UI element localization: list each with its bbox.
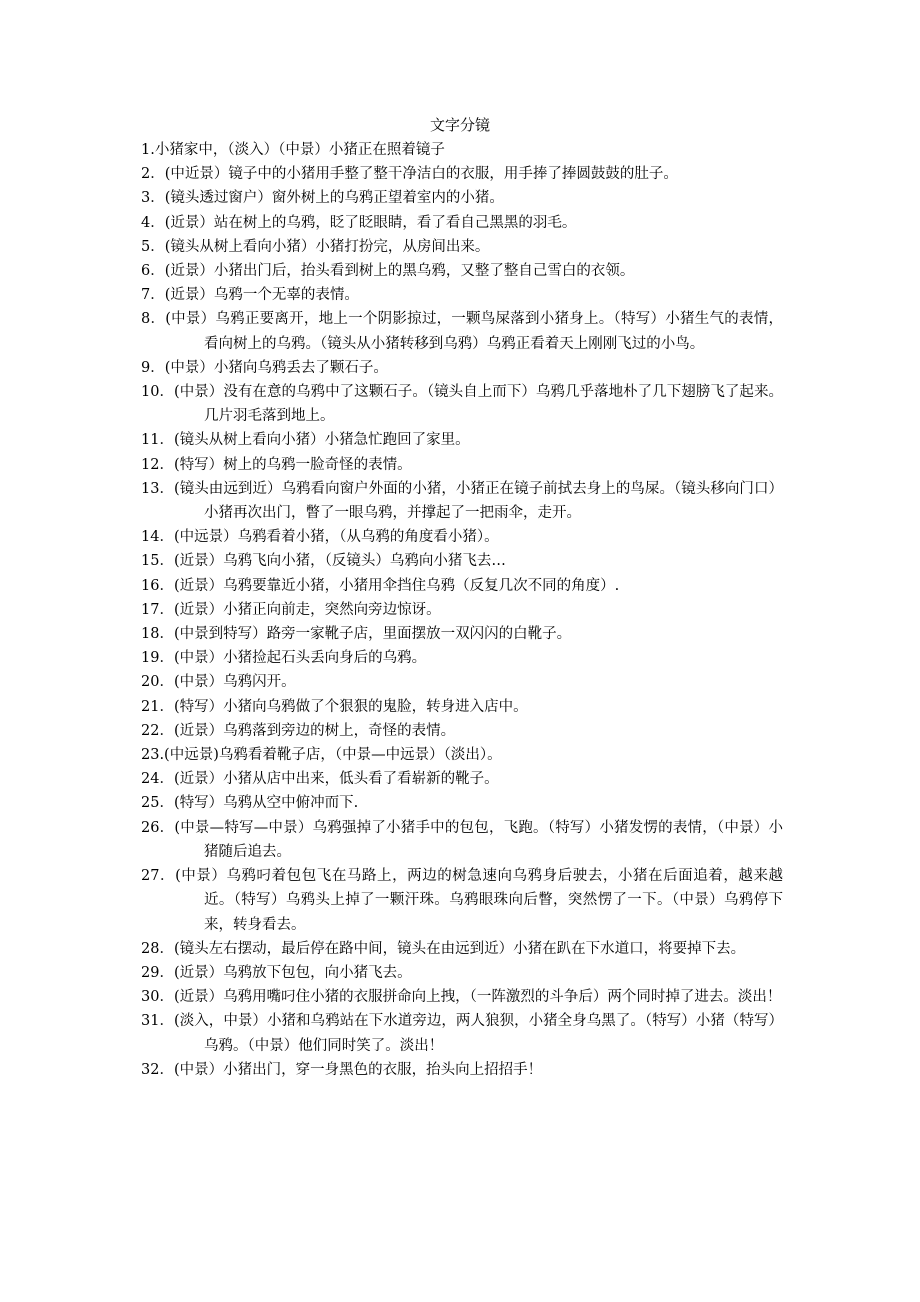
- document-title: 文字分镜: [429, 116, 490, 134]
- storyboard-item-7: 7．(近景）乌鸦一个无辜的表情。: [141, 287, 359, 304]
- storyboard-item-14: 14．(中远景）乌鸦看着小猪，（从乌鸦的角度看小猪）。: [141, 529, 499, 546]
- storyboard-item-23: 23.(中远景)乌鸦看着靴子店，（中景—中远景）（淡出）。: [141, 747, 502, 764]
- storyboard-item-18: 18．(中景到特写）路旁一家靴子店，里面摆放一双闪闪的白靴子。: [141, 626, 572, 643]
- storyboard-item-15: 15．(近景）乌鸦飞向小猪，（反镜头）乌鸦向小猪飞去…: [141, 553, 506, 570]
- storyboard-item-19: 19．(中景）小猪捡起石头丢向身后的乌鸦。: [141, 650, 427, 667]
- storyboard-item-3: 3．(镜头透过窗户）窗外树上的乌鸦正望着室内的小猪。: [141, 190, 504, 207]
- storyboard-item-11: 11．(镜头从树上看向小猪）小猪急忙跑回了家里。: [141, 432, 470, 449]
- storyboard-item-17: 17．(近景）小猪正向前走，突然向旁边惊讶。: [141, 601, 441, 618]
- storyboard-item-25: 25．(特写）乌鸦从空中俯冲而下.: [141, 795, 359, 812]
- storyboard-item-1: 1.小猪家中，（淡入）（中景）小猪正在照着镜子: [141, 142, 445, 158]
- storyboard-item-24: 24．(近景）小猪从店中出来，低头看了看崭新的靴子。: [141, 771, 499, 788]
- storyboard-item-27: 27．(中景）乌鸦叼着包包飞在马路上，两边的树急速向乌鸦身后驶去，小猪在后面追着，越来越近。（特写）乌鸦头上掉了一颗汗珠。乌鸦眼珠向后瞥，突然愣了一下。（中景）乌鸦停下来，转身看去。: [141, 868, 783, 933]
- storyboard-item-28: 28．(镜头左右摆动，最后停在路中间，镜头在由远到近）小猪在趴在下水道口，将要掉下去。: [141, 940, 746, 957]
- storyboard-item-29: 29．(近景）乌鸦放下包包，向小猪飞去。: [141, 964, 412, 981]
- storyboard-item-16: 16．(近景）乌鸦要靠近小猪，小猪用伞挡住乌鸦（反复几次不同的角度）.: [141, 577, 620, 594]
- storyboard-item-4: 4．(近景）站在树上的乌鸦，眨了眨眼睛，看了看自己黑黑的羽毛。: [141, 214, 577, 231]
- storyboard-item-2: 2．(中近景）镜子中的小猪用手整了整干净洁白的衣服，用手捧了捧圆鼓鼓的肚子。: [141, 166, 678, 183]
- storyboard-item-21: 21．(特写）小猪向乌鸦做了个狠狠的鬼脸，转身进入店中。: [141, 698, 528, 715]
- storyboard-item-26: 26．(中景—特写—中景）乌鸦强掉了小猪手中的包包，飞跑。（特写）小猪发愣的表情，（中景）小猪随后追去。: [141, 819, 783, 860]
- storyboard-list: [141, 138, 783, 1082]
- storyboard-item-5: 5．(镜头从树上看向小猪）小猪打扮完，从房间出来。: [141, 238, 490, 255]
- storyboard-item-30: 30．(近景）乌鸦用嘴叼住小猪的衣服拼命向上拽，（一阵激烈的斗争后）两个同时掉了进去。淡出！: [141, 989, 782, 1006]
- storyboard-item-32: 32．(中景）小猪出门，穿一身黑色的衣服，抬头向上招招手！: [141, 1061, 543, 1078]
- storyboard-item-31: 31．(淡入，中景）小猪和乌鸦站在下水道旁边，两人狼狈，小猪全身乌黑了。（特写）小猪（特写）乌鸦。（中景）他们同时笑了。淡出！: [141, 1013, 783, 1054]
- storyboard-item-20: 20．(中景）乌鸦闪开。: [141, 674, 296, 691]
- storyboard-item-12: 12．(特写）树上的乌鸦一脸奇怪的表情。: [141, 456, 412, 473]
- storyboard-item-9: 9．(中景）小猪向乌鸦丢去了颗石子。: [141, 359, 388, 376]
- storyboard-item-8: 8．(中景）乌鸦正要离开，地上一个阴影掠过，一颗鸟屎落到小猪身上。（特写）小猪生气的表情，看向树上的乌鸦。（镜头从小猪转移到乌鸦）乌鸦正看着天上刚刚飞过的小鸟。: [141, 311, 783, 352]
- storyboard-item-6: 6．(近景）小猪出门后，抬头看到树上的黑乌鸦，又整了整自己雪白的衣领。: [141, 263, 635, 280]
- storyboard-item-13: 13．(镜头由远到近）乌鸦看向窗户外面的小猪，小猪正在镜子前拭去身上的鸟屎。（镜头移向门口）小猪再次出门，瞥了一眼乌鸦，并撑起了一把雨伞，走开。: [141, 480, 783, 522]
- storyboard-item-22: 22．(近景）乌鸦落到旁边的树上，奇怪的表情。: [141, 722, 456, 739]
- storyboard-item-10: 10．(中景）没有在意的乌鸦中了这颗石子。（镜头自上而下）乌鸦几乎落地朴了几下翅膀飞了起来。几片羽毛落到地上。: [141, 384, 783, 425]
